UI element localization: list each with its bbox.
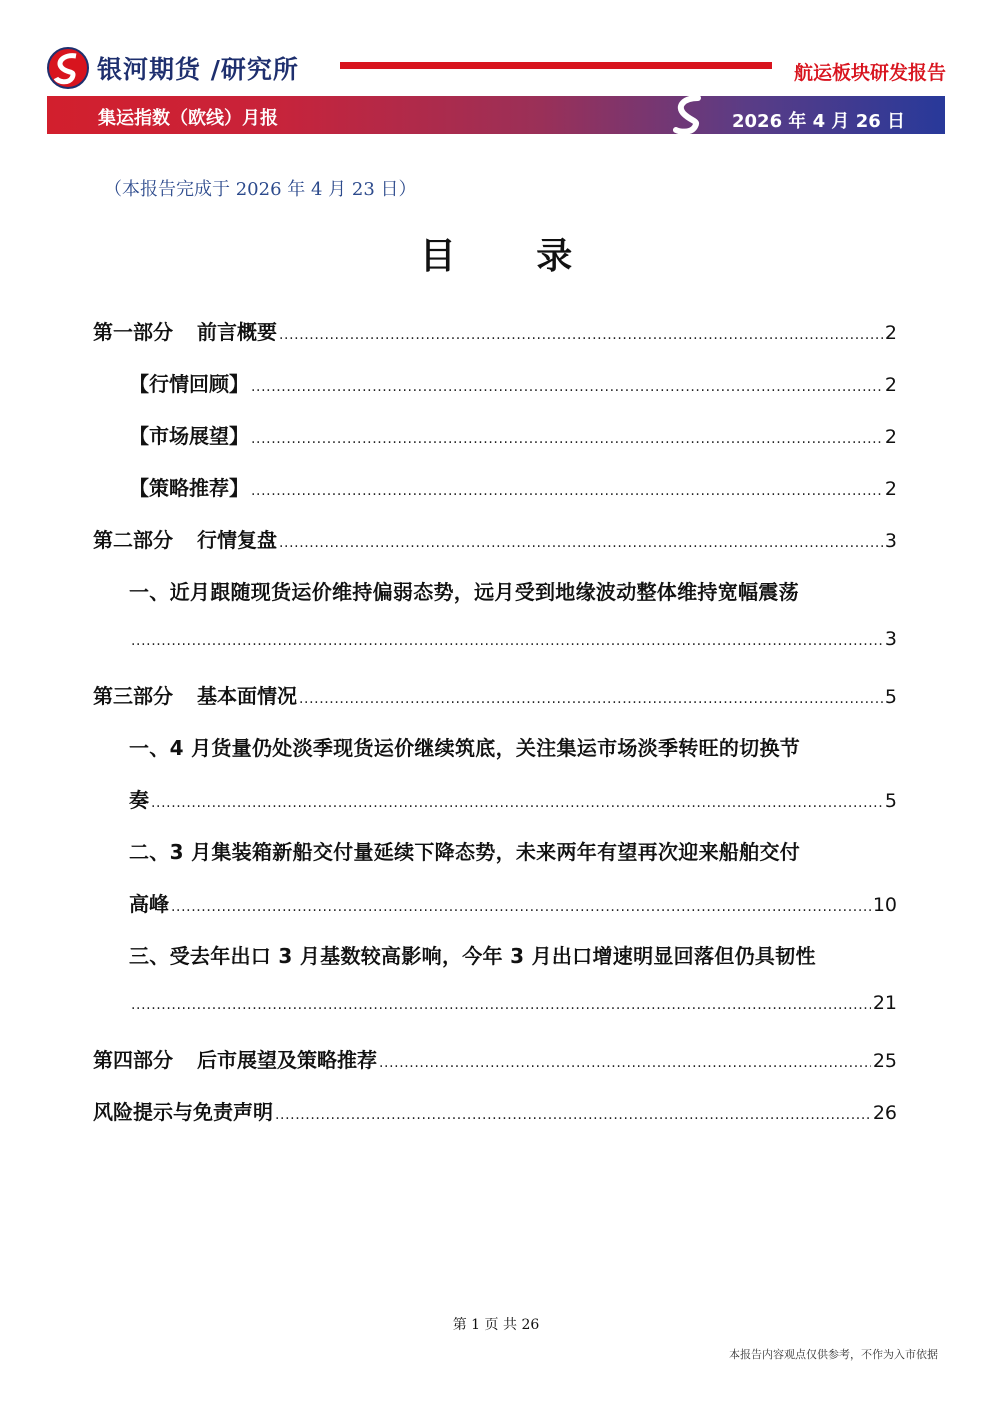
toc-page-number: 5 [884,686,897,708]
toc-leader-dots [171,899,871,915]
toc-page-number: 25 [872,1050,897,1072]
toc-part-label: 第一部分 [93,320,173,344]
toc-entry-part1[interactable] [93,316,897,345]
toc-entry-2-1[interactable] [129,628,897,650]
toc-part-label: 第三部分 [93,684,173,708]
toc-entry-3-1-title[interactable]: 一、4 月货量仍处淡季现货运价继续筑底，关注集运市场淡季转旺的切换节 [129,736,801,760]
toc-page-number: 2 [884,374,897,396]
toc-entry-title: 【行情回顾】 [129,372,249,396]
completion-note: （本报告完成于 2026 年 4 月 23 日） [104,179,417,200]
report-date: 2026 年 4 月 26 日 [732,111,906,132]
brand-division: 研究所 [220,55,299,84]
toc-entry-title-cont: 高峰 [129,892,169,916]
toc-entry-title: 后市展望及策略推荐 [197,1048,377,1072]
footer-disclaimer: 本报告内容观点仅供参考，不作为入市依据 [729,1348,938,1361]
toc-entry-2-1-title[interactable]: 一、近月跟随现货运价维持偏弱态势，远月受到地缘波动整体维持宽幅震荡 [129,580,799,604]
toc-entry-title: 风险提示与免责声明 [93,1100,273,1124]
toc-entry-3-2[interactable] [129,888,897,917]
toc-entry-risk-disclaimer[interactable] [93,1096,897,1125]
toc-entry-strategy[interactable] [129,472,897,501]
toc-leader-dots [131,997,871,1013]
toc-entry-title: 前言概要 [197,320,277,344]
toc-leader-dots [251,431,883,447]
toc-entry-part2[interactable] [93,524,897,553]
toc-page-number: 26 [872,1102,897,1124]
toc-leader-dots [279,327,883,343]
toc-page-number: 2 [884,322,897,344]
toc-entry-market-outlook[interactable] [129,420,897,449]
toc-entry-title: 行情复盘 [197,528,277,552]
toc-page-number: 2 [884,426,897,448]
swoosh-icon [670,96,710,134]
toc-entry-title: 【策略推荐】 [129,476,249,500]
toc-leader-dots [151,795,883,811]
toc-leader-dots [251,483,883,499]
brand-company: 银河期货 [97,55,202,84]
toc-entry-market-review[interactable] [129,368,897,397]
toc-entry-3-3[interactable] [129,992,897,1014]
toc-page-number: 2 [884,478,897,500]
toc-page-number: 10 [872,894,897,916]
page-indicator: 第 1 页 共 26 [452,1317,540,1333]
toc-entry-title-cont: 奏 [129,788,149,812]
toc-entry-title: 基本面情况 [197,684,297,708]
toc-page-number: 5 [884,790,897,812]
toc-page-number: 3 [884,628,897,650]
toc-leader-dots [275,1107,871,1123]
toc-entry-3-2-title[interactable]: 二、3 月集装箱新船交付量延续下降态势，未来两年有望再次迎来船舶交付 [129,840,801,864]
toc-part-label: 第四部分 [93,1048,173,1072]
galaxy-logo-icon [46,46,90,90]
toc-leader-dots [299,691,883,707]
toc-leader-dots [379,1055,871,1071]
toc-entry-3-1[interactable] [129,784,897,813]
toc-entry-part4[interactable] [93,1044,897,1073]
toc-part-label: 第二部分 [93,528,173,552]
brand-slash: / [210,55,221,84]
toc-entry-title: 【市场展望】 [129,424,249,448]
report-title: 集运指数（欧线）月报 [98,108,278,129]
toc-leader-dots [131,633,883,649]
toc-page-number: 21 [872,992,897,1014]
toc-entry-part3[interactable] [93,680,897,709]
toc-leader-dots [251,379,883,395]
toc-leader-dots [279,535,883,551]
toc-page-number: 3 [884,530,897,552]
report-type: 航运板块研发报告 [793,62,946,84]
brand-name [97,50,299,86]
toc-entry-3-3-title[interactable]: 三、受去年出口 3 月基数较高影响，今年 3 月出口增速明显回落但仍具韧性 [129,944,816,968]
header-divider [340,62,772,69]
toc-heading: 目 录 [419,236,607,277]
